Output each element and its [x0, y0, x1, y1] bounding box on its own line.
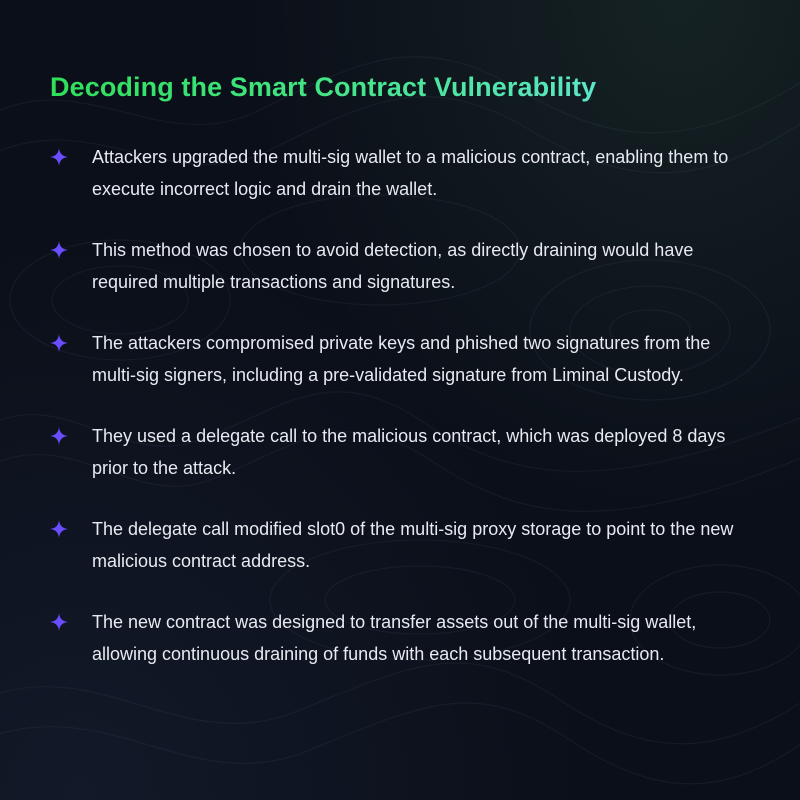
sparkle-icon: [50, 334, 68, 352]
list-item: [50, 421, 750, 484]
sparkle-icon: [50, 613, 68, 631]
list-item: [50, 514, 750, 577]
list-item-text: The attackers compromised private keys and phished two signatures from the multi-sig signers, including a pre-validated signature from Liminal Custody.: [92, 333, 711, 385]
list-item: [50, 607, 750, 670]
sparkle-icon: [50, 520, 68, 538]
sparkle-icon: [50, 427, 68, 445]
sparkle-icon: [50, 148, 68, 166]
list-item: [50, 235, 750, 298]
sparkle-icon: [50, 241, 68, 259]
list-item-text: They used a delegate call to the malicious contract, which was deployed 8 days prior to the attack.: [92, 426, 726, 478]
list-item: [50, 328, 750, 391]
list-item-text: The new contract was designed to transfer assets out of the multi-sig wallet, allowing continuous draining of funds with each subsequent transaction.: [92, 612, 697, 664]
page-title: Decoding the Smart Contract Vulnerability: [50, 72, 597, 102]
bullet-list: [50, 142, 750, 700]
list-item-text: The delegate call modified slot0 of the multi-sig proxy storage to point to the new malicious contract address.: [92, 519, 734, 571]
list-item-text: This method was chosen to avoid detection, as directly draining would have required multiple transactions and signatures.: [92, 240, 694, 292]
list-item: [50, 142, 750, 205]
list-item-text: Attackers upgraded the multi-sig wallet to a malicious contract, enabling them to execute incorrect logic and drain the wallet.: [92, 147, 729, 199]
